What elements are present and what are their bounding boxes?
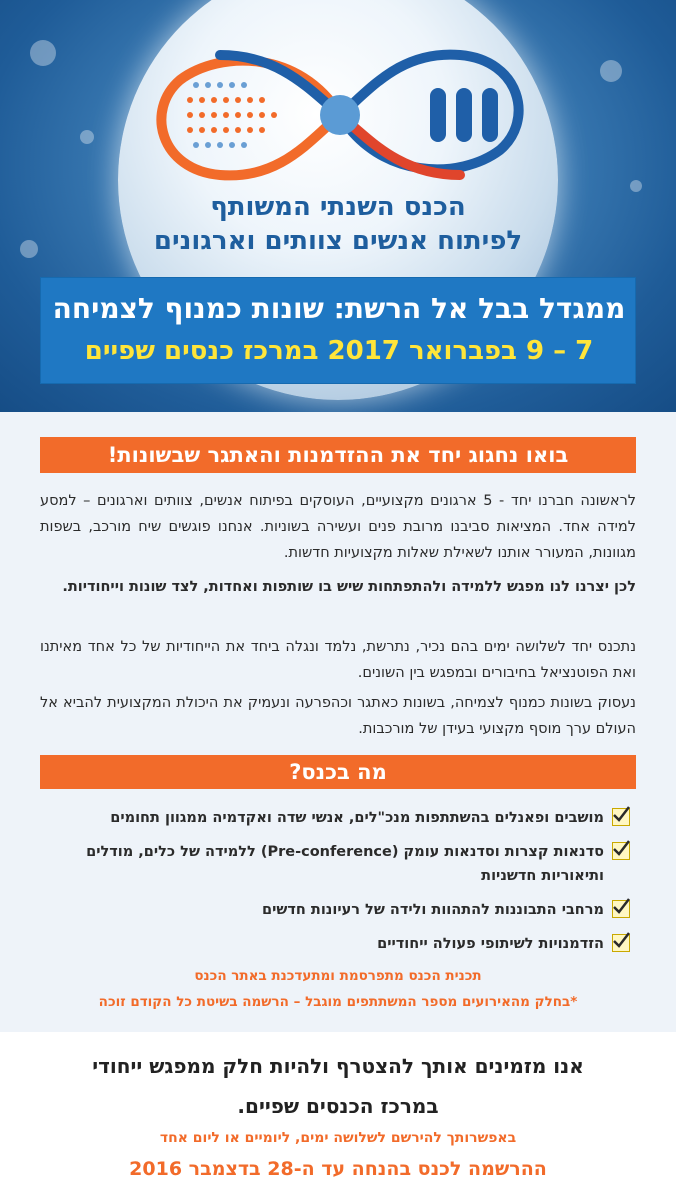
list-item: [40, 840, 636, 888]
purpose-paragraph: לכן יצרנו לנו מפגש ללמידה ולהתפתחות שיש בו שותפות ואחדות, לצד שונות וייחודיות.: [62, 579, 636, 595]
section-heading-whats-in: מה בכנס?: [40, 755, 636, 789]
limited-seats-note: *בחלק מהאירועים מספר המשתתפים מוגבל – הרשמה בשיטת כל הקודם זוכה: [98, 994, 578, 1010]
list-item: [40, 932, 636, 956]
registration-deadline: ההרשמה לכנס בהנחה עד ה-28 בדצמבר 2016: [129, 1158, 547, 1180]
invitation-line1: אנו מזמינים אותך להצטרף ולהיות חלק ממפגש ייחודי: [92, 1054, 584, 1078]
invitation-line2: במרכז הכנסים שפיים.: [237, 1094, 439, 1118]
list-item-text: סדנאות קצרות וסדנאות עומק (Pre-conference) ללמידה של כלים, מודלים ותיאוריות חדשניות: [86, 844, 604, 884]
conference-title: ממגדל בבל אל הרשת: שונות כמנוף לצמיחה: [52, 292, 626, 325]
conference-subtitle-line2: לפיתוח אנשים צוותים וארגונים: [153, 226, 523, 256]
program-note: תכנית הכנס מתפרסמת ומתעדכנת באתר הכנס: [194, 968, 482, 984]
features-list: [40, 806, 636, 966]
hero-banner: [0, 0, 676, 412]
list-item-text: הזדמנויות לשיתופי פעולה ייחודיים: [377, 936, 604, 952]
conference-dates-location: 7 – 9 בפברואר 2017 במרכז כנסים שפיים: [84, 336, 594, 366]
checkmark-icon: [612, 842, 630, 860]
bokeh-dot: [600, 60, 622, 82]
intro-paragraph: לראשונה חברנו יחד - 5 ארגונים מקצועיים, העוסקים בפיתוח אנשים, צוותים וארגונים – למסע למידה אחד. המציאות סביבנו מרובת פנים ועשירה בשוניות. אנחנו פוגשים שיח מורכב, בשפות מגוונות, המעורר אותנו לשאילת שאלות מקצועיות חדשות.: [40, 493, 637, 561]
checkmark-icon: [612, 900, 630, 918]
section-heading-celebrate: בואו נחגוג יחד את ההזדמנות והאתגר שבשונות!: [40, 437, 636, 473]
list-item: [40, 806, 636, 830]
checkmark-icon: [612, 808, 630, 826]
list-item-text: מרחבי התבוננות להתהוות ולידה של רעיונות חדשים: [262, 902, 604, 918]
conference-subtitle-line1: הכנס השנתי המשותף: [210, 192, 466, 222]
bokeh-dot: [80, 130, 94, 144]
bokeh-dot: [30, 40, 56, 66]
registration-options-note: באפשרותך להירשם לשלושה ימים, ליומיים או ליום אחד: [159, 1130, 517, 1146]
gathering-paragraph: נתכנס יחד לשלושה ימים בהם נכיר, נתרשת, נלמד ונגלה ביחד את הייחודיות של כל אחד מאיתנו ואת הפוטנציאל בחיבורים ובמפגש בין השונים.: [40, 639, 636, 681]
list-item-text: מושבים ופאנלים בהשתתפות מנכ"לים, אנשי שדה ואקדמיה ממגוון תחומים: [110, 810, 604, 826]
checkmark-icon: [612, 934, 630, 952]
focus-paragraph: נעסוק בשונות כמנוף לצמיחה, בשונות כאתגר וכהפרעה ונעמיק את היכולת המקצועית להביא אל העולם ערך מוסף מקצועי בעידן של מורכבות.: [40, 695, 636, 737]
conference-title-box: [40, 277, 636, 384]
invitation-footer: [0, 1032, 676, 1200]
list-item: [40, 898, 636, 922]
bokeh-dot: [630, 180, 642, 192]
conference-logo-icon: [130, 40, 550, 190]
content-section: [0, 412, 676, 1032]
